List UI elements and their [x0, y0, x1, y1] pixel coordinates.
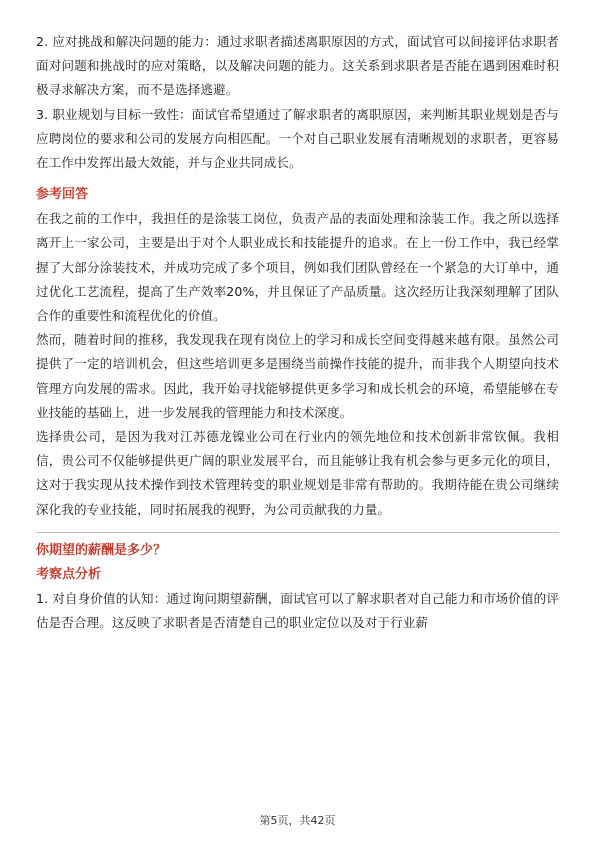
document-page: [36, 30, 559, 635]
page-footer: 第5页，共42页: [259, 814, 336, 827]
section-divider: [36, 532, 559, 533]
salary-analysis-point-1: 1. 对自身价值的认知：通过询问期望薪酬，面试官可以了解求职者对自己能力和市场价值的评估是否合理。这反映了求职者是否清楚自己的职业定位以及对于行业薪: [36, 590, 559, 631]
question-title: 你期望的薪酬是多少？: [36, 542, 167, 558]
reference-answer-heading: 参考回答: [36, 187, 89, 203]
answer-paragraph-1: 在我之前的工作中，我担任的是涂装工岗位，负责产品的表面处理和涂装工作。我之所以选择离开上一家公司，主要是出于对个人职业成长和技能提升的追求。在上一份工作中，我已经掌握了大部分涂装技术，并成功完成了多个项目，例如我们团队曾经在一个紧急的大订单中，通过优化工艺流程，提高了生产效率20%，并且保证了产品质量。这次经历让我深刻理解了团队合作的重要性和流程优化的价值。: [36, 211, 559, 324]
answer-paragraph-3: 选择贵公司，是因为我对江苏德龙镍业公司在行业内的领先地位和技术创新非常钦佩。我相信，贵公司不仅能够提供更广阔的职业发展平台，而且能够让我有机会参与更多元化的项目，这对于我实现从技术操作到技术管理转变的职业规划是非常有帮助的。我期待能在贵公司继续深化我的专业技能，同时拓展我的视野，为公司贡献我的力量。: [36, 429, 559, 517]
analysis-point-2: 2. 应对挑战和解决问题的能力：通过求职者描述离职原因的方式，面试官可以间接评估求职者面对问题和挑战时的应对策略，以及解决问题的能力。这关系到求职者是否能在遇到困难时积极寻求解决方案，而不是选择逃避。: [36, 34, 559, 98]
analysis-point-3: 3. 职业规划与目标一致性：面试官希望通过了解求职者的离职原因，来判断其职业规划是否与应聘岗位的要求和公司的发展方向相匹配。一个对自己职业发展有清晰规划的求职者，更容易在工作中发挥出最大效能，并与企业共同成长。: [36, 106, 559, 171]
spacer: [36, 175, 559, 183]
analysis-heading: 考察点分析: [36, 566, 102, 582]
answer-paragraph-2: 然而，随着时间的推移，我发现我在现有岗位上的学习和成长空间变得越来越有限。虽然公司提供了一定的培训机会，但这些培训更多是围绕当前操作技能的提升，而非我个人期望向技术管理方向发展的需求。因此，我开始寻找能够提供更多学习和成长机会的环境，希望能够在专业技能的基础上，进一步发展我的管理能力和技术深度。: [36, 332, 559, 420]
